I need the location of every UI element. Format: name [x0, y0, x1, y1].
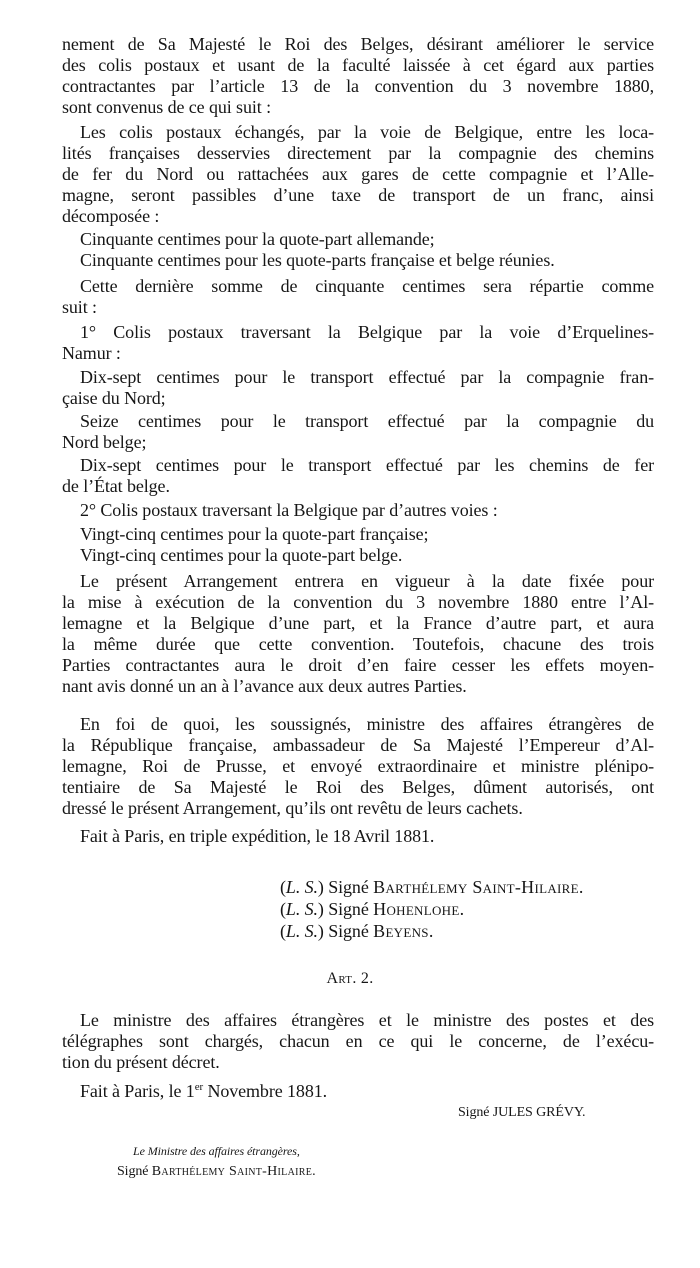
text-line: Parties contractantes aura le droit d’en faire cesser les effets moyen- — [62, 655, 654, 675]
text-line: dressé le présent Arrangement, qu’ils ont revêtu de leurs cachets. — [62, 798, 523, 818]
text-line: des colis postaux et usant de la faculté laissée à cet égard aux parties — [62, 55, 654, 75]
text-line: contractantes par l’article 13 de la convention du 3 novembre 1880, — [62, 76, 654, 96]
text-line: la même durée que cette convention. Toutefois, chacune des trois — [62, 634, 654, 654]
text-line: décomposée : — [62, 206, 160, 226]
signature-prefix: Signé — [328, 899, 369, 919]
signatory-name: Beyens. — [373, 921, 434, 941]
text-line: 2° Colis postaux traversant la Belgique par d’autres voies : — [80, 500, 498, 520]
text-line: Cinquante centimes pour la quote-part allemande; — [80, 229, 435, 249]
text-line: Seize centimes pour le transport effectué par la compagnie du — [80, 411, 654, 431]
text-line: Nord belge; — [62, 432, 147, 452]
text-line: Cette dernière somme de cinquante centimes sera répartie comme — [80, 276, 654, 296]
minister-signature — [117, 1162, 316, 1182]
text-line: télégraphes sont chargés, chacun en ce qui le concerne, de l’exécu- — [62, 1031, 654, 1051]
text-line: lemagne, Roi de Prusse, et envoyé extraordinaire et ministre plénipo- — [62, 756, 654, 776]
minister-title: Le Ministre des affaires étrangères, — [133, 1144, 300, 1158]
date-superscript: er — [194, 1081, 204, 1093]
signature-prefix: Signé — [117, 1164, 149, 1179]
article-heading: Art. 2. — [326, 970, 374, 987]
signature-line: (L. S.) Signé Hohenlohe. — [280, 899, 465, 919]
signature-prefix: Signé — [328, 877, 369, 897]
text-line: nement de Sa Majesté le Roi des Belges, désirant améliorer le service — [62, 34, 654, 54]
signature-line: (L. S.) Signé Barthélemy Saint-Hilaire. — [280, 877, 584, 897]
signature-prefix: Signé — [328, 921, 369, 941]
seal-mark: L. S. — [285, 921, 318, 941]
text-line: Vingt-cinq centimes pour la quote-part belge. — [80, 545, 403, 565]
signatory-name: Hohenlohe. — [373, 899, 465, 919]
text-line: Le ministre des affaires étrangères et le ministre des postes et des — [80, 1010, 654, 1030]
president-signature — [458, 1103, 585, 1123]
text-line: sont convenus de ce qui suit : — [62, 97, 271, 117]
text-line: nant avis donné un an à l’avance aux deux autres Parties. — [62, 676, 467, 696]
text-line: Cinquante centimes pour les quote-parts française et belge réunies. — [80, 250, 555, 270]
signature-line: (L. S.) Signé Beyens. — [280, 921, 434, 941]
text-line: çaise du Nord; — [62, 388, 166, 408]
text-line: Namur : — [62, 343, 121, 363]
text-line: Les colis postaux échangés, par la voie de Belgique, entre les loca- — [80, 122, 654, 142]
text-line: de fer du Nord ou rattachées aux gares de cette compagnie et l’Alle- — [62, 164, 654, 184]
text-line: Le présent Arrangement entrera en vigueur à la date fixée pour — [80, 571, 654, 591]
text-line: Dix-sept centimes pour le transport effectué par les chemins de fer — [80, 455, 654, 475]
minister-name: Barthélemy Saint-Hilaire. — [151, 1164, 316, 1179]
text-line: lemagne et la Belgique d’une part, et la France d’autre part, et aura — [62, 613, 654, 633]
text-line: Vingt-cinq centimes pour la quote-part française; — [80, 524, 429, 544]
text-line: de l’État belge. — [62, 476, 170, 496]
text-line: 1° Colis postaux traversant la Belgique par la voie d’Erquelines- — [80, 322, 654, 342]
text-line: tentiaire de Sa Majesté le Roi des Belges, dûment autorisés, ont — [62, 777, 654, 797]
president-name: JULES GRÉVY. — [492, 1105, 586, 1120]
text-line: Fait à Paris, en triple expédition, le 18 Avril 1881. — [80, 826, 435, 846]
signature-prefix: Signé — [458, 1105, 490, 1120]
text-line: la République française, ambassadeur de Sa Majesté l’Empereur d’Al- — [62, 735, 654, 755]
text-line: Dix-sept centimes pour le transport effectué par la compagnie fran- — [80, 367, 654, 387]
text-line: magne, seront passibles d’une taxe de transport de un franc, ainsi — [62, 185, 654, 205]
date-text: Fait à Paris, le 1 — [80, 1081, 195, 1101]
text-line: En foi de quoi, les soussignés, ministre des affaires étrangères de — [80, 714, 654, 734]
text-line: tion du présent décret. — [62, 1052, 220, 1072]
seal-mark: L. S. — [285, 899, 318, 919]
date-line — [80, 1077, 327, 1101]
text-line: lités françaises desservies directement par la compagnie des chemins — [62, 143, 654, 163]
text-line: la mise à exécution de la convention du 3 novembre 1880 entre l’Al- — [62, 592, 654, 612]
date-text: Novembre 1881. — [203, 1081, 328, 1101]
signatory-name: Barthélemy Saint-Hilaire. — [373, 877, 584, 897]
seal-mark: L. S. — [285, 877, 318, 897]
text-line: suit : — [62, 297, 97, 317]
